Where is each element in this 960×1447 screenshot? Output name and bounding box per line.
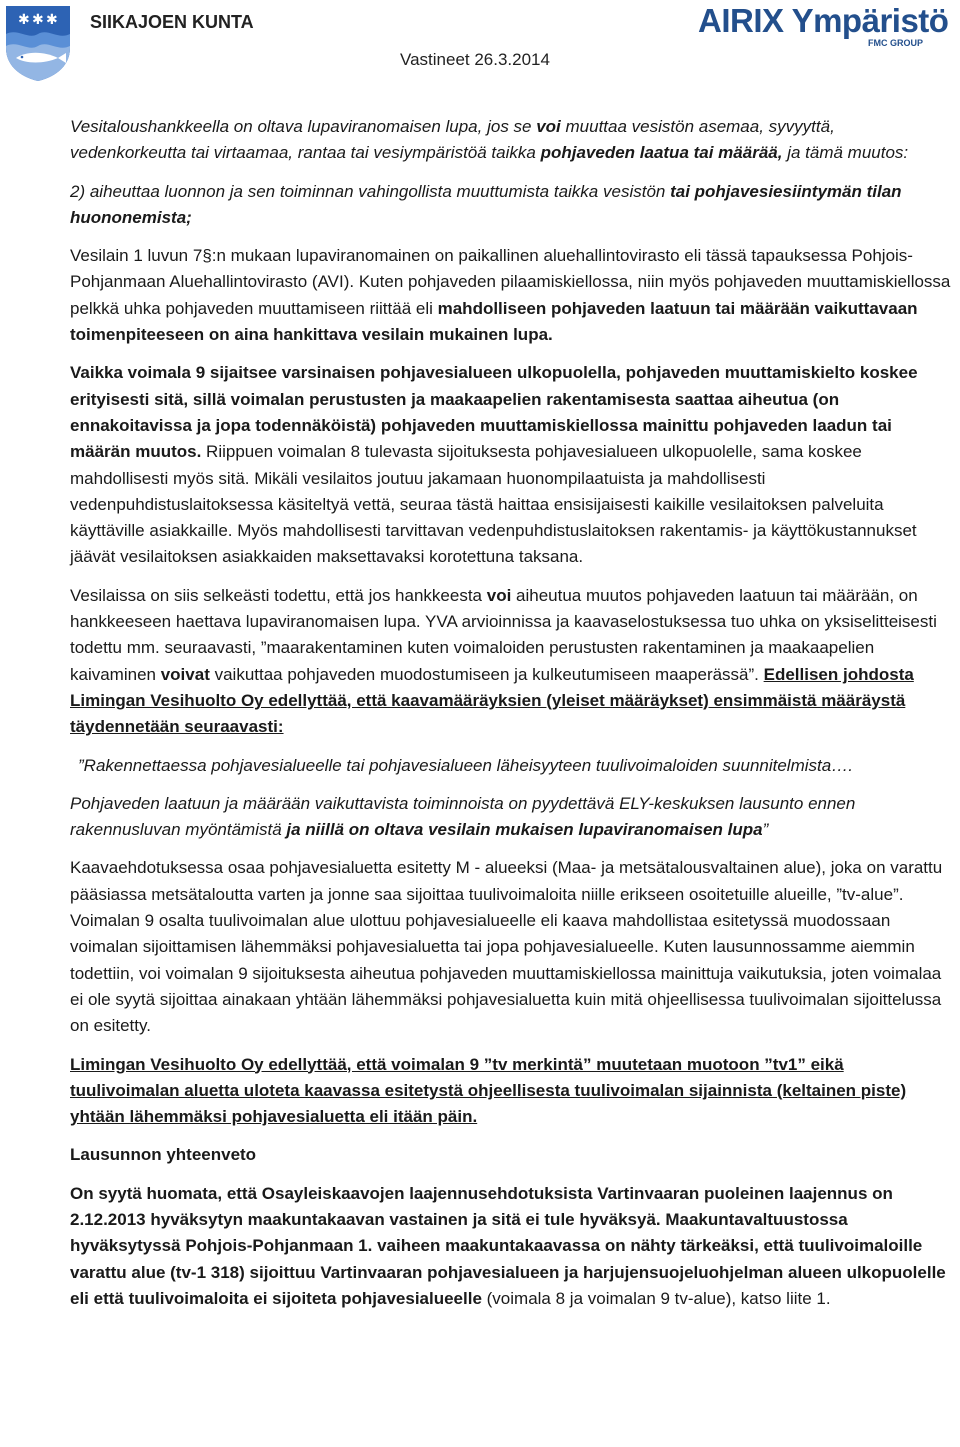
paragraph-law-quote [70,114,955,167]
text-run: Pohjaveden laatuun ja määrään vaikuttavista toiminnoista on pyydettävä ELY-keskuksen lausunto ennen rakennusluvan myöntämistä [70,793,856,840]
document-date: Vastineet 26.3.2014 [400,50,550,69]
brand-subtitle: FMC GROUP [868,38,923,48]
text-run: Riippuen voimalan 8 tulevasta sijoituksesta pohjavesialueen ulkopuolelle, sama koskee mahdollisesti myös sitä. Mikäli vesilaitos joutuu jakamaan huonompilaatuista ja mahdollisesti vedenpuhdistuslaitoksessa käsiteltyä vettä, seuraa tästä haittaa ensisijaisesti kaikille vesilaitoksen palveluita käyttäville asiakkaille. Myös mahdollisesti tarvittavan vedenpuhdistuslaitoksen rakentamis- ja käyttökustannukset jäävät vesilaitoksen asiakkaiden maksettavaksi korotettuna taksana. [70,442,917,567]
emphasis-run: Vaikka voimala 9 sijaitsee varsinaisen pohjavesialueen ulkopuolella, pohjaveden muuttamiskielto koskee erityisesti sitä, sillä voimalan perustusten ja maakaapelien rakentamisesta saattaa aiheutua (on ennakoitavissa ja jopa todennäköistä) pohjaveden muuttamiskiellossa mainittu pohjaveden laadun tai määrän muutos. [70,363,918,462]
paragraph-ely-statement [70,791,955,844]
paragraph-summary [70,1181,955,1312]
heading-text: Lausunnon yhteenveto [70,1145,257,1165]
text-run: ”Rakennettaessa pohjavesialueelle tai pohjavesialueen läheisyyteen tuulivoimaloiden suunnitelmista…. [78,755,853,775]
text-run: Vesilain 1 luvun 7§:n mukaan lupaviranomainen on paikallinen aluehallintovirasto eli tässä tapauksessa Pohjois-Pohjanmaan Aluehallintovirasto (AVI). Kuten pohjaveden pilaamiskiellossa, niin myös pohjaveden muuttamiskiellossa pelkkä uhka pohjaveden muuttamiseen riittää eli [70,246,951,318]
paragraph-permit-requirement [70,583,955,741]
section-heading-summary [70,1142,955,1168]
paragraph-plan-proposal [70,855,955,1039]
paragraph-water-act [70,243,955,348]
text-run: Vesilaissa on siis selkeästi todettu, että jos hankkeesta [70,585,487,605]
emphasis-run: pohjaveden laatua tai määrää, [540,143,783,163]
emphasis-run: voi [486,585,512,605]
svg-text:✱: ✱ [46,12,58,28]
text-run: muuttaa vesistön asemaa, syvyyttä, vedenkorkeutta tai virtaamaa, rantaa tai vesiympäristöä taikka [70,117,835,163]
svg-text:✱: ✱ [18,12,30,28]
text-run: ” [762,820,769,840]
text-run: aiheutua muutos pohjaveden laatuun tai määrään, on hankkeeseen haettava lupaviranomaisen lupa. YVA arvioinnissa ja kaavaselostuksessa tuo uhka on yksiselitteisesti todettu mm. seuraavasti, ”maarakentaminen kuten voimaloiden perustusten rakentaminen ja maakaapelien kaivaminen [70,585,937,684]
emphasis-run: tai pohjavesiesiintymän tilan huononemista; [70,181,902,227]
paragraph-tv1-requirement [70,1052,955,1131]
text-run: ja tämä muutos: [782,143,909,163]
page-header [0,0,960,80]
paragraph-proposed-regulation [78,753,955,779]
text-run: (voimala 8 ja voimalan 9 tv-alue), katso liite 1. [481,1288,831,1308]
emphasis-run: On syytä huomata, että Osayleiskaavojen laajennusehdotuksista Vartinvaaran puoleinen laajennus on 2.12.2013 hyväksytyn maakuntakaavan vastainen ja sitä ei tule hyväksyä. Maakuntavaltuustossa hyväksytyssä Pohjois-Pohjanmaan 1. vaiheen maakuntakaavassa on nähty tärkeäksi, että tuulivoimaloille varattu alue (tv-1 318) sijoittuu Vartinvaaran pohjavesialueen ja harjujensuojeluohjelman alueen ulkopuolelle eli että tuulivoimaloita ei sijoiteta pohjavesialueelle [70,1183,946,1308]
emphasis-run: ja niillä on oltava vesilain mukaisen lupaviranomaisen lupa [286,820,763,840]
paragraph-law-item [70,179,955,232]
coat-of-arms-icon [4,4,72,82]
emphasis-run: voivat [160,664,210,684]
text-run: Vesitaloushankkeella on oltava lupaviranomaisen lupa, jos se [70,117,537,136]
requirement-statement: Limingan Vesihuolto Oy edellyttää, että voimalan 9 ”tv merkintä” muutetaan muotoon ”tv1” eikä tuulivoimalan aluetta uloteta kaavassa esitetystä ohjeellisesta tuulivoimalan sijainnista (keltainen piste) yhtään lähemmäksi pohjavesialuetta eli itään päin. [70,1054,907,1127]
brand-logo: AIRIX Ympäristö [698,2,949,39]
emphasis-run: mahdolliseen pohjaveden laatuun tai määrään vaikuttavaan toimenpiteeseen on aina hankittava vesilain mukainen lupa. [70,298,918,345]
requirement-statement: Edellisen johdosta Limingan Vesihuolto Oy edellyttää, että kaavamääräyksien (yleiset määräykset) ensimmäistä määräystä täydennetään seuraavasti: [70,664,914,737]
text-run: Kaavaehdotuksessa osaa pohjavesialuetta esitetty M - alueeksi (Maa- ja metsätalousvaltainen alue), joka on varattu pääsiassa metsätaloutta varten ja jonne saa sijoittaa tuulivoimaloita niille erikseen osoitetuille alueille, ”tv-alue”. Voimalan 9 osalta tuulivoimalan alue ulottuu pohjavesialueelle eli kaava mahdollistaa esitetyssä muodossaan voimalan sijoittamisen lähemmäksi pohjavesialuetta tai jopa pohjavesialueelle. Kuten lausunnossamme aiemmin todettiin, voi voimalan 9 sijoituksesta aiheutua pohjaveden muuttamiskiellossa mainittuja vaikutuksia, joten voimalaa ei ole syytä sijoittaa ainakaan yhtään lähemmäksi pohjavesialuetta kuin mitä ohjeellisessa tuulivoimalan sijoittelussa on esitetty. [70,858,943,1036]
emphasis-run: voi [536,117,561,136]
municipality-name: SIIKAJOEN KUNTA [90,12,254,32]
paragraph-turbine-9 [70,360,955,570]
document-body [70,114,955,1324]
text-run: vaikuttaa pohjaveden muodostumiseen ja kulkeutumiseen maaperässä”. [209,664,764,684]
svg-text:✱: ✱ [32,12,44,28]
text-run: 2) aiheuttaa luonnon ja sen toiminnan vahingollista muuttumista taikka vesistön [70,181,671,201]
